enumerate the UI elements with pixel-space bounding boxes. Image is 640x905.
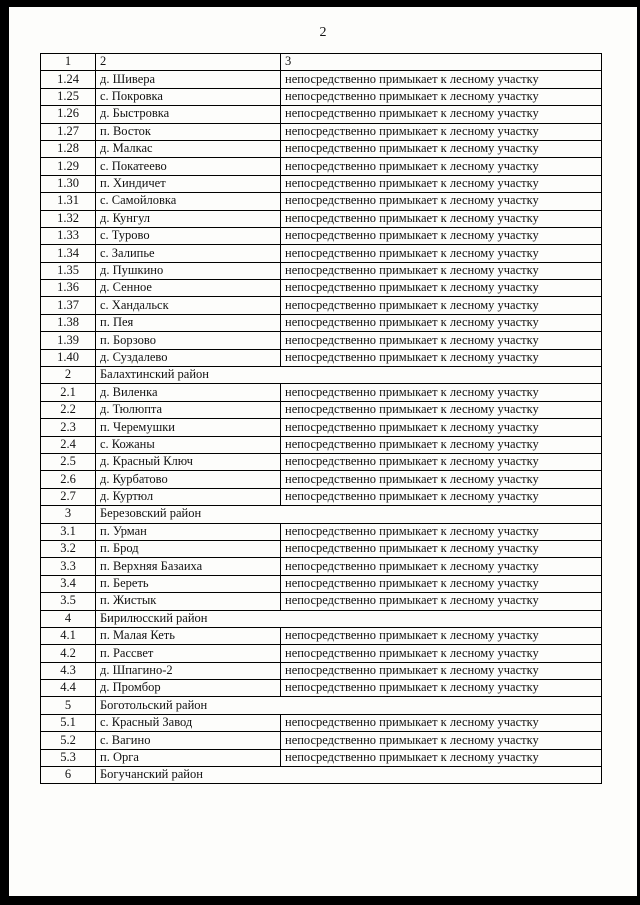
table-row	[41, 384, 602, 401]
settlement-name: д. Тюлюпта	[96, 401, 281, 418]
row-number: 1.24	[41, 71, 96, 88]
table-row	[41, 71, 602, 88]
row-number: 1.30	[41, 175, 96, 192]
table-row	[41, 106, 602, 123]
row-number: 3.3	[41, 558, 96, 575]
adjacency-description: непосредственно примыкает к лесному участку	[281, 106, 602, 123]
settlement-name: с. Покровка	[96, 88, 281, 105]
adjacency-description: непосредственно примыкает к лесному участку	[281, 575, 602, 592]
row-number: 1.40	[41, 349, 96, 366]
adjacency-description: непосредственно примыкает к лесному участку	[281, 645, 602, 662]
table-row	[41, 523, 602, 540]
table-row	[41, 471, 602, 488]
row-number: 2.5	[41, 453, 96, 470]
settlement-name: с. Самойловка	[96, 193, 281, 210]
row-number: 4.2	[41, 645, 96, 662]
row-number: 2.6	[41, 471, 96, 488]
settlement-name: д. Кунгул	[96, 210, 281, 227]
section-row	[41, 506, 602, 523]
table-row	[41, 714, 602, 731]
row-number: 5.1	[41, 714, 96, 731]
adjacency-description: непосредственно примыкает к лесному участку	[281, 627, 602, 644]
table-row	[41, 627, 602, 644]
table-row	[41, 558, 602, 575]
table-row	[41, 280, 602, 297]
settlement-name: п. Брод	[96, 540, 281, 557]
adjacency-description: непосредственно примыкает к лесному участку	[281, 540, 602, 557]
section-row	[41, 610, 602, 627]
settlement-name: с. Залипье	[96, 245, 281, 262]
adjacency-description: непосредственно примыкает к лесному участку	[281, 558, 602, 575]
row-number: 5.2	[41, 732, 96, 749]
header-col-1: 1	[41, 54, 96, 71]
settlement-name: д. Куртюл	[96, 488, 281, 505]
settlement-name: д. Пушкино	[96, 262, 281, 279]
settlement-name: п. Урман	[96, 523, 281, 540]
table-row	[41, 158, 602, 175]
adjacency-description: непосредственно примыкает к лесному участку	[281, 297, 602, 314]
settlement-name: д. Промбор	[96, 680, 281, 697]
settlement-name: д. Сенное	[96, 280, 281, 297]
table-row	[41, 645, 602, 662]
settlement-name: п. Пея	[96, 314, 281, 331]
settlement-name: д. Шивера	[96, 71, 281, 88]
table-row	[41, 123, 602, 140]
settlement-name: д. Красный Ключ	[96, 453, 281, 470]
row-number: 1.35	[41, 262, 96, 279]
adjacency-description: непосредственно примыкает к лесному участку	[281, 332, 602, 349]
table-row	[41, 297, 602, 314]
settlement-name: п. Хиндичет	[96, 175, 281, 192]
settlement-name: п. Восток	[96, 123, 281, 140]
adjacency-description: непосредственно примыкает к лесному участку	[281, 210, 602, 227]
table-row	[41, 210, 602, 227]
district-section-name: Бирилюсский район	[96, 610, 602, 627]
district-section-name: Балахтинский район	[96, 367, 602, 384]
adjacency-description: непосредственно примыкает к лесному участку	[281, 732, 602, 749]
row-number: 1.38	[41, 314, 96, 331]
row-number: 1.31	[41, 193, 96, 210]
table-row	[41, 245, 602, 262]
table-row	[41, 314, 602, 331]
settlement-name: д. Быстровка	[96, 106, 281, 123]
row-number: 4.3	[41, 662, 96, 679]
settlement-name: с. Турово	[96, 227, 281, 244]
table-row	[41, 227, 602, 244]
settlement-name: п. Жистык	[96, 593, 281, 610]
district-section-name: Богучанский район	[96, 767, 602, 784]
settlement-name: п. Береть	[96, 575, 281, 592]
row-number: 3.1	[41, 523, 96, 540]
row-number: 4.1	[41, 627, 96, 644]
row-number: 4.4	[41, 680, 96, 697]
adjacency-description: непосредственно примыкает к лесному участку	[281, 314, 602, 331]
row-number: 2.4	[41, 436, 96, 453]
adjacency-description: непосредственно примыкает к лесному участку	[281, 280, 602, 297]
table-row	[41, 662, 602, 679]
settlement-name: с. Кожаны	[96, 436, 281, 453]
adjacency-description: непосредственно примыкает к лесному участку	[281, 593, 602, 610]
adjacency-description: непосредственно примыкает к лесному участку	[281, 193, 602, 210]
adjacency-description: непосредственно примыкает к лесному участку	[281, 245, 602, 262]
table-row	[41, 349, 602, 366]
row-number: 2.3	[41, 419, 96, 436]
adjacency-description: непосредственно примыкает к лесному участку	[281, 436, 602, 453]
adjacency-description: непосредственно примыкает к лесному участку	[281, 401, 602, 418]
row-number: 1.25	[41, 88, 96, 105]
adjacency-description: непосредственно примыкает к лесному участку	[281, 471, 602, 488]
adjacency-description: непосредственно примыкает к лесному участку	[281, 488, 602, 505]
row-number: 5.3	[41, 749, 96, 766]
row-number: 1.32	[41, 210, 96, 227]
settlement-name: д. Курбатово	[96, 471, 281, 488]
adjacency-description: непосредственно примыкает к лесному участку	[281, 88, 602, 105]
settlements-table-body	[41, 71, 602, 784]
settlement-name: с. Вагино	[96, 732, 281, 749]
row-number: 3.2	[41, 540, 96, 557]
adjacency-description: непосредственно примыкает к лесному участку	[281, 175, 602, 192]
settlement-name: п. Верхняя Базаиха	[96, 558, 281, 575]
table-row	[41, 332, 602, 349]
adjacency-description: непосредственно примыкает к лесному участку	[281, 453, 602, 470]
row-number: 1.26	[41, 106, 96, 123]
header-col-2: 2	[96, 54, 281, 71]
table-row	[41, 88, 602, 105]
row-number: 6	[41, 767, 96, 784]
settlement-name: п. Черемушки	[96, 419, 281, 436]
adjacency-description: непосредственно примыкает к лесному участку	[281, 262, 602, 279]
row-number: 1.29	[41, 158, 96, 175]
table-row	[41, 453, 602, 470]
adjacency-description: непосредственно примыкает к лесному участку	[281, 158, 602, 175]
district-section-name: Боготольский район	[96, 697, 602, 714]
row-number: 5	[41, 697, 96, 714]
adjacency-description: непосредственно примыкает к лесному участку	[281, 349, 602, 366]
settlement-name: д. Суздалево	[96, 349, 281, 366]
settlement-name: д. Виленка	[96, 384, 281, 401]
row-number: 3.5	[41, 593, 96, 610]
table-row	[41, 680, 602, 697]
row-number: 2.1	[41, 384, 96, 401]
row-number: 1.27	[41, 123, 96, 140]
table-row	[41, 593, 602, 610]
table-row	[41, 175, 602, 192]
adjacency-description: непосредственно примыкает к лесному участку	[281, 227, 602, 244]
adjacency-description: непосредственно примыкает к лесному участку	[281, 419, 602, 436]
section-row	[41, 697, 602, 714]
row-number: 1.36	[41, 280, 96, 297]
settlement-name: д. Шпагино-2	[96, 662, 281, 679]
table-row	[41, 140, 602, 157]
settlement-name: с. Покатеево	[96, 158, 281, 175]
adjacency-description: непосредственно примыкает к лесному участку	[281, 662, 602, 679]
settlement-name: с. Хандальск	[96, 297, 281, 314]
table-row	[41, 436, 602, 453]
table-row	[41, 262, 602, 279]
settlement-name: д. Малкас	[96, 140, 281, 157]
settlement-name: п. Орга	[96, 749, 281, 766]
adjacency-description: непосредственно примыкает к лесному участку	[281, 140, 602, 157]
header-row	[41, 54, 602, 71]
table-row	[41, 193, 602, 210]
row-number: 2.2	[41, 401, 96, 418]
table-row	[41, 401, 602, 418]
district-section-name: Березовский район	[96, 506, 602, 523]
row-number: 1.37	[41, 297, 96, 314]
row-number: 2.7	[41, 488, 96, 505]
settlement-name: с. Красный Завод	[96, 714, 281, 731]
table-row	[41, 419, 602, 436]
row-number: 1.33	[41, 227, 96, 244]
row-number: 1.28	[41, 140, 96, 157]
table-header	[41, 54, 602, 71]
adjacency-description: непосредственно примыкает к лесному участку	[281, 680, 602, 697]
table-row	[41, 488, 602, 505]
table-row	[41, 540, 602, 557]
adjacency-description: непосредственно примыкает к лесному участку	[281, 71, 602, 88]
row-number: 3.4	[41, 575, 96, 592]
adjacency-description: непосредственно примыкает к лесному участку	[281, 523, 602, 540]
settlements-table	[40, 53, 602, 784]
row-number: 3	[41, 506, 96, 523]
table-row	[41, 575, 602, 592]
adjacency-description: непосредственно примыкает к лесному участку	[281, 123, 602, 140]
table-row	[41, 732, 602, 749]
row-number: 1.34	[41, 245, 96, 262]
section-row	[41, 767, 602, 784]
settlement-name: п. Борзово	[96, 332, 281, 349]
page-number: 2	[319, 25, 327, 40]
row-number: 2	[41, 367, 96, 384]
adjacency-description: непосредственно примыкает к лесному участку	[281, 384, 602, 401]
table-row	[41, 749, 602, 766]
section-row	[41, 367, 602, 384]
settlement-name: п. Малая Кеть	[96, 627, 281, 644]
row-number: 1.39	[41, 332, 96, 349]
adjacency-description: непосредственно примыкает к лесному участку	[281, 714, 602, 731]
adjacency-description: непосредственно примыкает к лесному участку	[281, 749, 602, 766]
settlement-name: п. Рассвет	[96, 645, 281, 662]
row-number: 4	[41, 610, 96, 627]
header-col-3: 3	[281, 54, 602, 71]
